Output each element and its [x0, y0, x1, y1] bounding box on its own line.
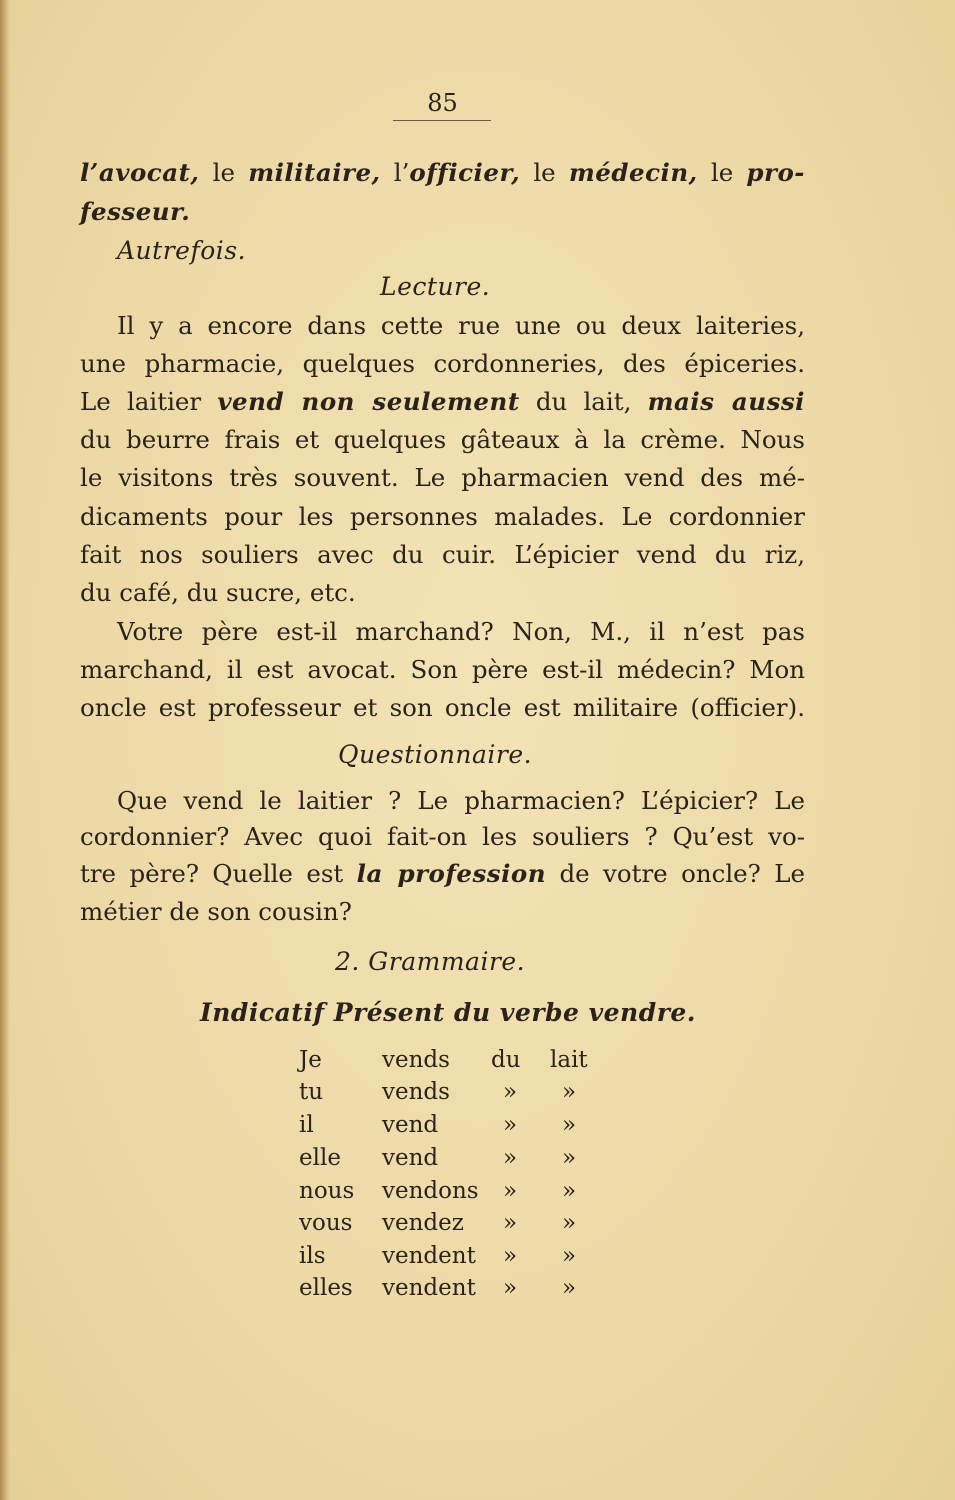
page-number-rule	[393, 120, 491, 121]
verb-cell: vendez	[382, 1210, 464, 1236]
verb-cell: vends	[382, 1047, 450, 1073]
text-span: tre père? Quelle est	[80, 859, 357, 888]
text-line	[80, 196, 190, 228]
page-number: 85	[427, 89, 458, 117]
text-span: le visitons très souvent. Le pharmacien vend des mé-	[80, 463, 805, 492]
emphasized-text: la profession	[356, 859, 547, 888]
text-span: Que vend le laitier ? Le pharmacien? L’épicier? Le	[117, 786, 805, 815]
text-span: dicaments pour les personnes malades. Le cordonnier	[80, 502, 805, 531]
questionnaire-heading: Questionnaire.	[338, 740, 533, 769]
text-line	[80, 462, 805, 494]
ditto-cell: »	[562, 1145, 577, 1171]
emphasized-text: militaire,	[248, 158, 381, 187]
text-line	[80, 539, 805, 571]
ditto-cell: »	[562, 1079, 577, 1105]
emphasized-text: fesseur.	[80, 197, 191, 226]
text-line	[80, 692, 805, 724]
pronoun-cell: vous	[299, 1210, 353, 1236]
text-span: du café, du sucre, etc.	[80, 578, 356, 607]
page-edge	[0, 0, 10, 1500]
emphasized-text: mais aussi	[647, 387, 805, 416]
text-line	[80, 424, 805, 456]
text-line	[117, 616, 805, 648]
ditto-cell: du	[491, 1047, 521, 1073]
verb-cell: vendent	[382, 1243, 476, 1269]
text-span: du lait,	[519, 387, 648, 416]
ditto-cell: »	[562, 1112, 577, 1138]
text-span: le	[697, 158, 747, 187]
text-line	[80, 501, 805, 533]
emphasized-text: vend non seulement	[217, 387, 520, 416]
ditto-cell: »	[562, 1243, 577, 1269]
emphasized-text: médecin,	[568, 158, 698, 187]
text-span: fait nos souliers avec du cuir. L’épicier vend du riz,	[80, 540, 805, 569]
text-line	[80, 386, 805, 418]
text-span: Le laitier	[80, 387, 218, 416]
pronoun-cell: elles	[299, 1275, 353, 1301]
pronoun-cell: ils	[299, 1243, 326, 1269]
text-line	[80, 348, 805, 380]
pronoun-cell: elle	[299, 1145, 341, 1171]
text-span: une pharmacie, quelques cordonneries, des épiceries.	[80, 349, 805, 378]
text-line	[117, 310, 805, 342]
text-line	[80, 157, 805, 189]
autrefois-text: Autrefois.	[117, 236, 247, 265]
text-line	[80, 577, 356, 609]
verb-cell: vends	[382, 1079, 450, 1105]
verb-cell: vend	[382, 1145, 439, 1171]
ditto-cell: »	[562, 1275, 577, 1301]
pronoun-cell: tu	[299, 1079, 324, 1105]
text-span: de votre oncle? Le	[546, 859, 805, 888]
text-span: cordonnier? Avec quoi fait-on les souliers ? Qu’est vo-	[80, 822, 805, 851]
text-line	[117, 785, 805, 817]
emphasized-text: pro-	[746, 158, 805, 187]
ditto-cell: »	[562, 1210, 577, 1236]
pronoun-cell: nous	[299, 1178, 355, 1204]
lecture-heading: Lecture.	[380, 272, 491, 301]
text-line	[80, 821, 805, 853]
text-span: Il y a encore dans cette rue une ou deux laiteries,	[117, 311, 805, 340]
text-span: marchand, il est avocat. Son père est-il médecin? Mon	[80, 655, 805, 684]
text-span: oncle est professeur et son oncle est militaire (officier).	[80, 693, 805, 722]
text-span: le	[520, 158, 569, 187]
text-span: l’	[380, 158, 410, 187]
verb-cell: vend	[382, 1112, 439, 1138]
text-span: Votre père est-il marchand? Non, M., il n’est pas	[117, 617, 805, 646]
indicatif-heading: Indicatif Présent du verbe vendre.	[200, 998, 696, 1027]
pronoun-cell: Je	[299, 1047, 322, 1073]
ditto-cell: »	[562, 1178, 577, 1204]
ditto-cell: »	[503, 1178, 518, 1204]
ditto-cell: »	[503, 1243, 518, 1269]
text-span: le	[199, 158, 249, 187]
text-span: métier de son cousin?	[80, 897, 352, 926]
pronoun-cell: il	[299, 1112, 314, 1138]
grammaire-heading: 2. Grammaire.	[335, 947, 526, 976]
text-line	[80, 654, 805, 686]
emphasized-text: officier,	[409, 158, 521, 187]
ditto-cell: lait	[550, 1047, 588, 1073]
text-span: du beurre frais et quelques gâteaux à la crème. Nous	[80, 425, 805, 454]
text-line	[80, 896, 352, 928]
verb-cell: vendons	[382, 1178, 479, 1204]
ditto-cell: »	[503, 1079, 518, 1105]
ditto-cell: »	[503, 1210, 518, 1236]
ditto-cell: »	[503, 1275, 518, 1301]
emphasized-text: l’avocat,	[80, 158, 200, 187]
verb-cell: vendent	[382, 1275, 476, 1301]
text-line	[80, 858, 805, 890]
ditto-cell: »	[503, 1145, 518, 1171]
ditto-cell: »	[503, 1112, 518, 1138]
